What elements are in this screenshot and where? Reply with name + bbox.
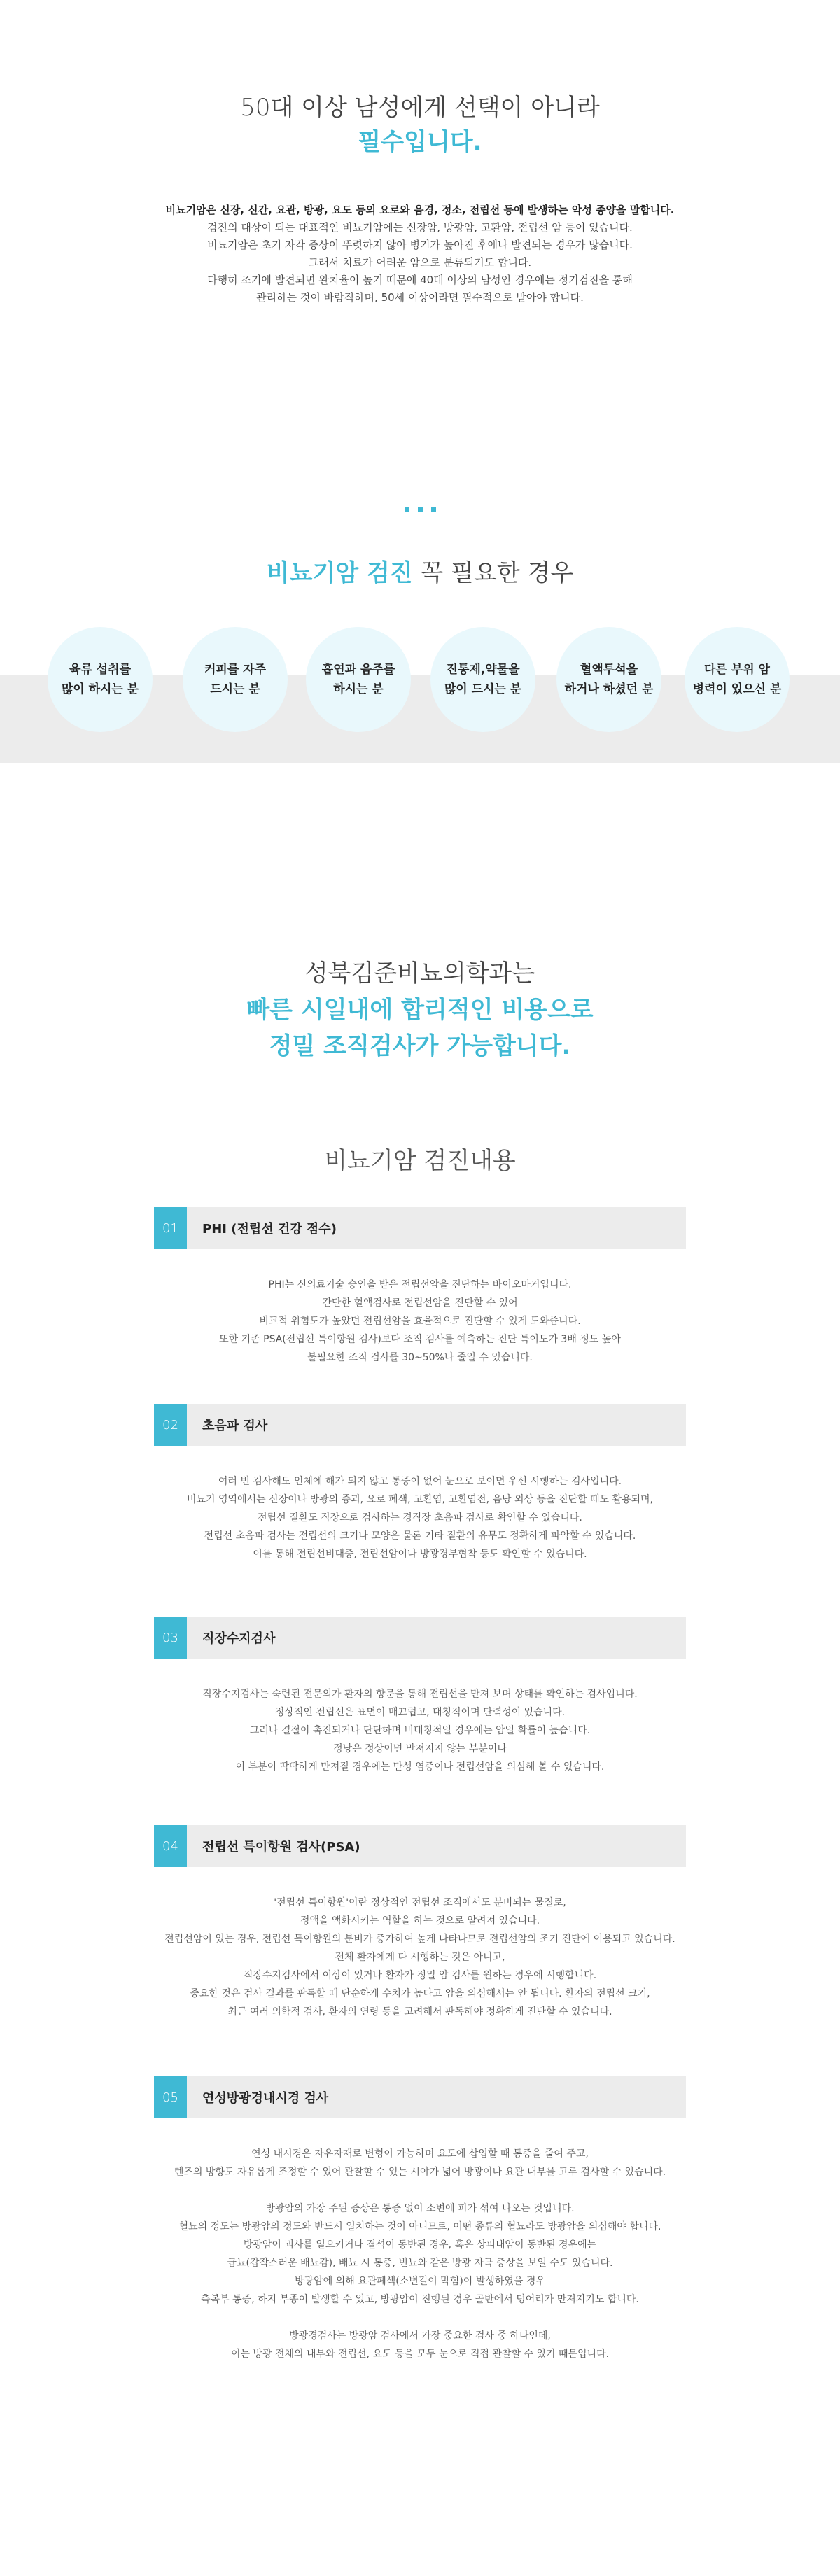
- intro-line: 다행히 조기에 발견되면 완치율이 높기 때문에 40대 이상의 남성인 경우에는 정기검진을 통해: [207, 274, 633, 286]
- case-line: 육류 섭취를: [69, 663, 132, 677]
- needs-cases: [0, 627, 840, 732]
- exam-line: 방광경검사는 방광암 검사에서 가장 중요한 검사 중 하나인데,: [289, 2330, 551, 2342]
- exam-line: 전립선암이 있는 경우, 전립선 특이항원의 분비가 증가하여 높게 나타나므로 전립선암의 조기 진단에 이용되고 있습니다.: [164, 1934, 676, 1945]
- exam-title: 연성방광경내시경 검사: [202, 2091, 329, 2106]
- exam-line: 정액을 액화시키는 역할을 하는 것으로 알려져 있습니다.: [300, 1915, 540, 1927]
- case-line: 다른 부위 암: [704, 663, 770, 677]
- exam-line: 렌즈의 방향도 자유롭게 조정할 수 있어 관찰할 수 있는 시야가 넓어 방광이나 요관 내부를 고루 검사할 수 있습니다.: [174, 2167, 666, 2178]
- case-line: 많이 하시는 분: [61, 682, 139, 696]
- exam-line: 이를 통해 전립선비대증, 전립선암이나 방광경부협착 등도 확인할 수 있습니다.: [253, 1549, 587, 1560]
- intro-section: [0, 91, 840, 307]
- exam-line: 정상적인 전립선은 표면이 매끄럽고, 대칭적이며 탄력성이 있습니다.: [274, 1707, 566, 1718]
- clinic-line-1: 빠른 시일내에 합리적인 비용으로: [246, 996, 594, 1024]
- case-line: 하거나 하셨던 분: [564, 682, 654, 696]
- exam-line: 불필요한 조직 검사를 30~50%나 줄일 수 있습니다.: [307, 1352, 533, 1363]
- dot: [431, 507, 436, 512]
- case-line: 드시는 분: [210, 682, 260, 696]
- exam-line: 전립선 질환도 직장으로 검사하는 경직장 초음파 검사로 확인할 수 있습니다.: [258, 1512, 582, 1523]
- case-line: 많이 드시는 분: [444, 682, 522, 696]
- exam-line: 비뇨기 영역에서는 신장이나 방광의 종괴, 요로 폐색, 고환염, 고환염전, 음낭 외상 등을 진단할 때도 활용되며,: [186, 1494, 654, 1505]
- exam-line: 전립선 초음파 검사는 전립선의 크기나 모양은 물론 기타 질환의 유무도 정확하게 파악할 수 있습니다.: [204, 1530, 636, 1542]
- exam-title: 전립선 특이항원 검사(PSA): [202, 1840, 360, 1854]
- intro-title: 필수입니다.: [358, 128, 482, 156]
- exam-line: 최근 여러 의학적 검사, 환자의 연령 등을 고려해서 판독해야 정확하게 진단할 수 있습니다.: [227, 2006, 612, 2018]
- exam-line: 직장수지검사에서 이상이 있거나 환자가 정밀 암 검사를 원하는 경우에 시행합니다.: [243, 1970, 597, 1981]
- exam-line: 여러 번 검사해도 인체에 해가 되지 않고 통증이 없어 눈으로 보이면 우선 시행하는 검사입니다.: [218, 1476, 622, 1487]
- exam-body: [154, 1894, 686, 2021]
- case-circle: [556, 627, 662, 732]
- exam-body: [154, 1472, 686, 1563]
- dot: [405, 507, 410, 512]
- case-line: 혈액투석을: [580, 663, 638, 677]
- exam-body: [154, 2145, 686, 2363]
- exam-number: 05: [154, 2076, 187, 2118]
- case-line: 하시는 분: [333, 682, 384, 696]
- exam-line: 방광암이 괴사를 일으키거나 결석이 동반된 경우, 혹은 상피내암이 동반된 경우에는: [243, 2239, 597, 2251]
- exam-header: [154, 1404, 686, 1446]
- intro-lead: 비뇨기암은 신장, 신간, 요관, 방광, 요도 등의 요로와 음경, 정소, 전립선 등에 발생하는 악성 종양을 말합니다.: [165, 204, 675, 216]
- exam-line: 전체 환자에게 다 시행하는 것은 아니고,: [335, 1952, 505, 1963]
- exam-body: [154, 1685, 686, 1776]
- exam-header: [154, 1617, 686, 1659]
- case-circle: [685, 627, 790, 732]
- intro-line: 관리하는 것이 바람직하며, 50세 이상이라면 필수적으로 받아야 합니다.: [256, 291, 584, 304]
- exams-title: 비뇨기암 검진내용: [324, 1147, 516, 1175]
- exam-item: [154, 1617, 686, 1776]
- exam-header: [154, 2076, 686, 2118]
- exam-line: 또한 기존 PSA(전립선 특이항원 검사)보다 조직 검사를 예측하는 진단 특이도가 3배 정도 높아: [219, 1334, 621, 1345]
- exam-number: 04: [154, 1825, 187, 1867]
- exam-header: [154, 1207, 686, 1249]
- exam-line: 방광암에 의해 요관폐색(소변길이 막힘)이 발생하였을 경우: [295, 2276, 545, 2287]
- exam-line: 이 부분이 딱딱하게 만져질 경우에는 만성 염증이나 전립선암을 의심해 볼 수 있습니다.: [235, 1761, 605, 1773]
- needs-title-highlight: 비뇨기암 검진: [266, 559, 413, 587]
- exam-title: 초음파 검사: [202, 1419, 268, 1433]
- exam-line: 방광암의 가장 주된 증상은 통증 없이 소변에 피가 섞여 나오는 것입니다.: [265, 2203, 575, 2214]
- exam-line: 이는 방광 전체의 내부와 전립선, 요도 등을 모두 눈으로 직접 관찰할 수 있기 때문입니다.: [230, 2349, 610, 2360]
- dot: [418, 507, 423, 512]
- exam-line: 중요한 것은 검사 결과를 판독할 때 단순하게 수치가 높다고 암을 의심해서는 안 됩니다. 환자의 전립선 크기,: [190, 1988, 650, 1999]
- intro-subtitle: 50대 이상 남성에게 선택이 아니라: [240, 94, 600, 122]
- exam-title: PHI (전립선 건강 점수): [202, 1222, 337, 1237]
- case-circle: [306, 627, 411, 732]
- exam-header: [154, 1825, 686, 1867]
- case-line: 진통제,약물을: [446, 663, 520, 677]
- exam-item: [154, 2076, 686, 2363]
- case-line: 흡연과 음주를: [321, 663, 396, 677]
- exam-item: [154, 1404, 686, 1563]
- exam-line: 비교적 위험도가 높았던 전립선암을 효율적으로 진단할 수 있게 도와줍니다.: [259, 1316, 581, 1327]
- exam-title: 직장수지검사: [202, 1631, 276, 1646]
- exam-line: 그러나 결절이 촉진되거나 단단하며 비대칭적일 경우에는 암일 확률이 높습니다.: [249, 1725, 591, 1736]
- clinic-name: 성북김준비뇨의학과는: [304, 959, 536, 987]
- needs-title: [0, 556, 840, 590]
- exam-number: 02: [154, 1404, 187, 1446]
- exam-body: [154, 1276, 686, 1367]
- exam-item: [154, 1207, 686, 1367]
- exam-line: 측복부 통증, 하지 부종이 발생할 수 있고, 방광암이 진행된 경우 골반에서 덩어리가 만져지기도 합니다.: [201, 2294, 639, 2305]
- case-circle: [48, 627, 153, 732]
- clinic-section: [0, 955, 840, 1064]
- exam-line: 정낭은 정상이면 만져지지 않는 부분이나: [333, 1743, 507, 1754]
- exam-line: 연성 내시경은 자유자재로 변형이 가능하며 요도에 삽입할 때 통증을 줄여 주고,: [251, 2148, 589, 2160]
- exam-item: [154, 1825, 686, 2021]
- intro-line: 검진의 대상이 되는 대표적인 비뇨기암에는 신장암, 방광암, 고환암, 전립선 암 등이 있습니다.: [207, 221, 633, 234]
- exam-line: '전립선 특이항원'이란 정상적인 전립선 조직에서도 분비되는 물질로,: [274, 1897, 566, 1908]
- clinic-line-2: 정밀 조직검사가 가능합니다.: [269, 1032, 571, 1060]
- exam-number: 01: [154, 1207, 187, 1249]
- needs-title-rest: 꼭 필요한 경우: [412, 559, 574, 587]
- exam-line: 간단한 혈액검사로 전립선암을 진단할 수 있어: [322, 1297, 518, 1309]
- case-line: 병력이 있으신 분: [692, 682, 782, 696]
- intro-body: [0, 202, 840, 307]
- exam-line: 직장수지검사는 숙련된 전문의가 환자의 항문을 통해 전립선을 만져 보며 상태를 확인하는 검사입니다.: [202, 1689, 638, 1700]
- exam-number: 03: [154, 1617, 187, 1659]
- exam-line: 급뇨(갑작스러운 배뇨감), 배뇨 시 통증, 빈뇨와 같은 방광 자극 증상을 보일 수도 있습니다.: [227, 2258, 613, 2269]
- case-line: 커피를 자주: [204, 663, 267, 677]
- paragraph-gap: [154, 2309, 686, 2327]
- intro-line: 그래서 치료가 어려운 암으로 분류되기도 합니다.: [308, 256, 532, 269]
- exam-line: PHI는 신의료기술 승인을 받은 전립선암을 진단하는 바이오마커입니다.: [268, 1279, 572, 1290]
- exam-line: 혈뇨의 정도는 방광암의 정도와 반드시 일치하는 것이 아니므로, 어떤 종류의 혈뇨라도 방광암을 의심해야 합니다.: [178, 2221, 662, 2232]
- intro-line: 비뇨기암은 초기 자각 증상이 뚜렷하지 않아 병기가 높아진 후에나 발견되는 경우가 많습니다.: [207, 239, 633, 251]
- case-circle: [430, 627, 536, 732]
- case-circle: [183, 627, 288, 732]
- paragraph-gap: [154, 2181, 686, 2200]
- dots-divider: [0, 501, 840, 514]
